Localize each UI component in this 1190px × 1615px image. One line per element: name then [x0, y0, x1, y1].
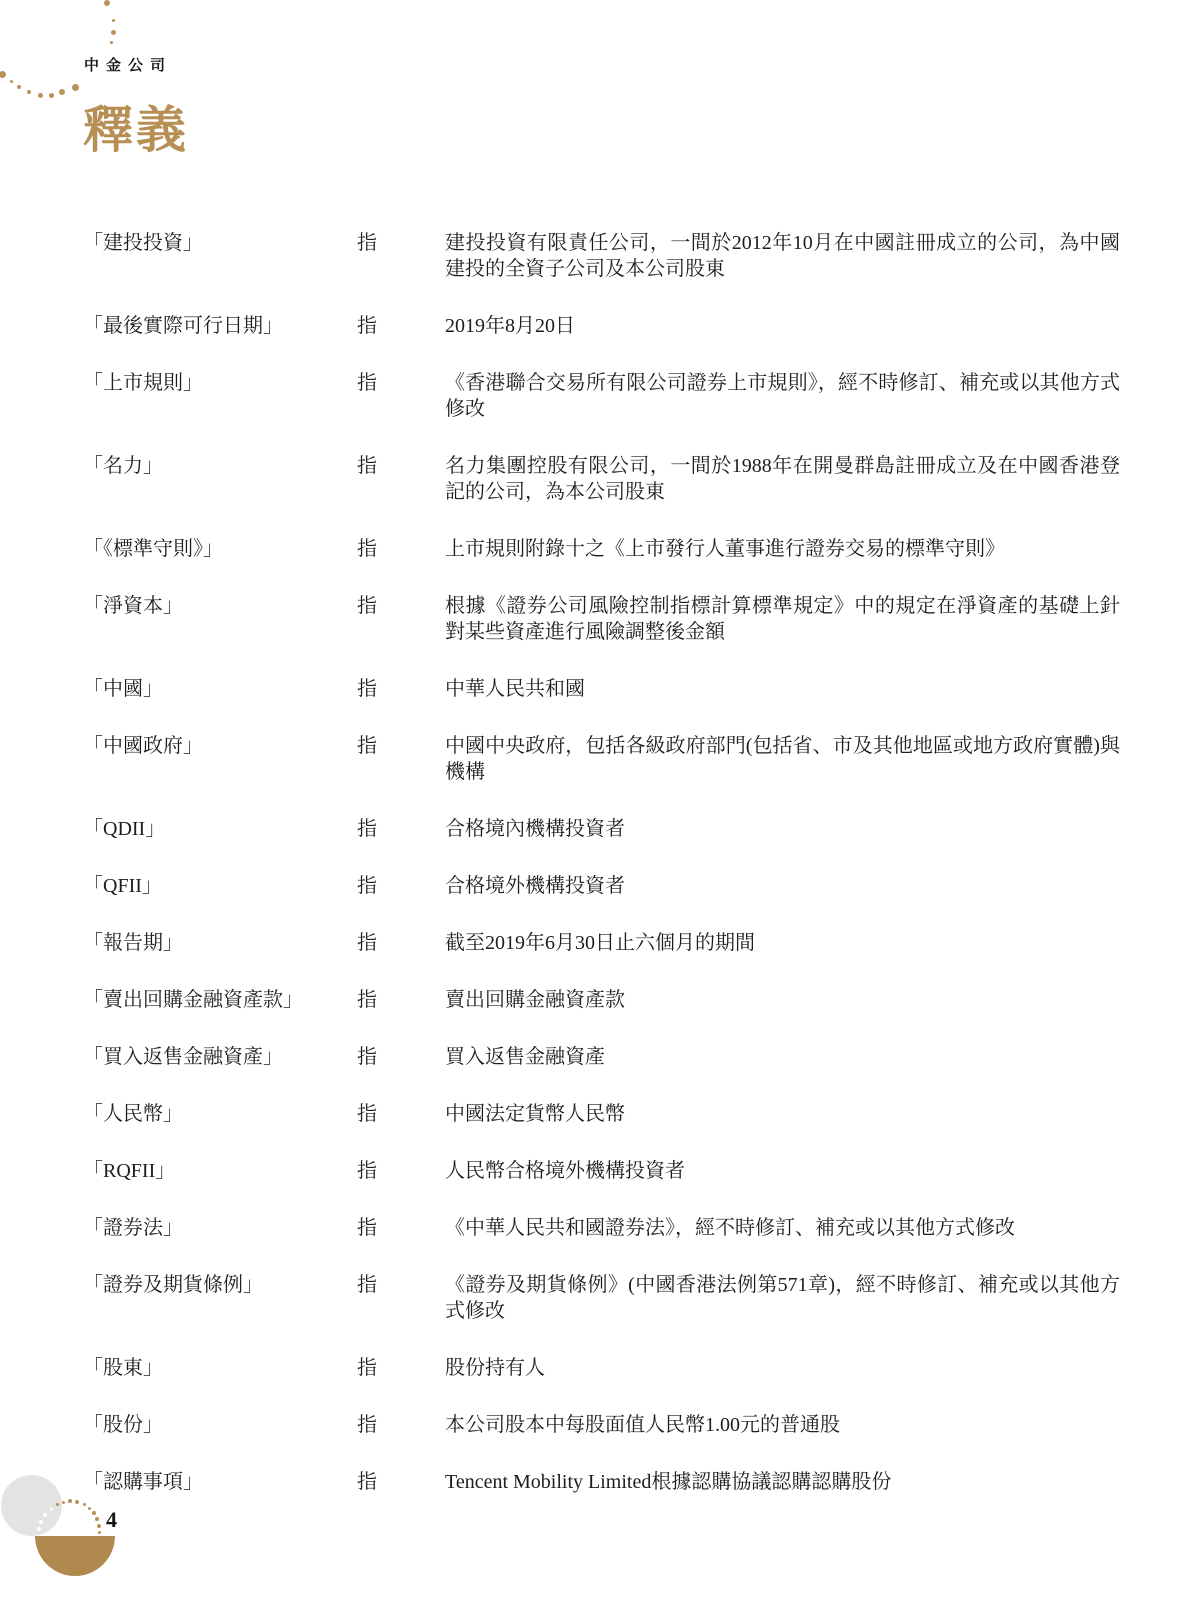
definition-indicator: 指: [357, 372, 377, 394]
definition-term: 「股東」: [83, 1357, 163, 1379]
definition-indicator: 指: [357, 1357, 377, 1379]
definition-text: 買入返售金融資產: [445, 1046, 605, 1068]
decorative-gray-circle: [1, 1475, 62, 1536]
definition-term: 「買入返售金融資產」: [83, 1046, 283, 1068]
decorative-dot: [83, 1503, 86, 1506]
definition-text: 截至2019年6月30日止六個月的期間: [445, 932, 755, 954]
definition-indicator: 指: [357, 232, 377, 254]
definition-term: 「中國政府」: [83, 735, 203, 757]
decorative-dot: [72, 84, 79, 91]
decorative-dot: [49, 93, 54, 98]
definition-text: 賣出回購金融資產款: [445, 989, 625, 1011]
page-title: 釋義: [83, 102, 189, 158]
definition-term: 「最後實際可行日期」: [83, 315, 283, 337]
definition-term: 「《標準守則》」: [83, 538, 223, 560]
decorative-dot: [38, 93, 43, 98]
definition-term: 「報告期」: [83, 932, 183, 954]
definition-text: 人民幣合格境外機構投資者: [445, 1160, 685, 1182]
definition-indicator: 指: [357, 1217, 377, 1239]
definition-term: 「證券法」: [83, 1217, 183, 1239]
decorative-dot: [110, 41, 113, 44]
definition-row: [83, 816, 1120, 842]
definition-row: [83, 930, 1120, 956]
definition-row: [83, 733, 1120, 785]
definition-term: 「人民幣」: [83, 1103, 183, 1125]
definition-row: [83, 313, 1120, 339]
definition-row: [83, 676, 1120, 702]
decorative-dot: [59, 89, 65, 95]
definition-term: 「股份」: [83, 1414, 163, 1436]
definition-row: [83, 593, 1120, 645]
definition-row: [83, 873, 1120, 899]
decorative-dot: [98, 1531, 101, 1534]
decorative-dot: [10, 80, 13, 83]
definition-term: 「認購事項」: [83, 1471, 203, 1493]
decorative-dot: [111, 30, 116, 35]
decorative-gold-semicircle: [35, 1536, 115, 1576]
definition-row: [83, 1215, 1120, 1241]
definition-row: [83, 230, 1120, 282]
definition-row: [83, 987, 1120, 1013]
decorative-dot: [68, 1499, 72, 1503]
definition-text: 上市規則附錄十之《上市發行人董事進行證券交易的標準守則》: [445, 538, 1005, 560]
definition-term: 「淨資本」: [83, 595, 183, 617]
definition-term: 「名力」: [83, 455, 163, 477]
definition-row: [83, 536, 1120, 562]
definition-text: 2019年8月20日: [445, 315, 575, 337]
definition-indicator: 指: [357, 678, 377, 700]
definitions-list: [83, 230, 1120, 1495]
definition-term: 「QFII」: [83, 875, 162, 897]
definition-indicator: 指: [357, 1414, 377, 1436]
definition-text: 中國法定貨幣人民幣: [445, 1103, 625, 1125]
company-logo: 中金公司: [84, 58, 173, 74]
decorative-dot: [92, 1511, 96, 1515]
decorative-dot: [17, 85, 21, 89]
definition-row: [83, 1272, 1120, 1324]
definition-row: [83, 1044, 1120, 1070]
definition-indicator: 指: [357, 735, 377, 757]
definition-text: Tencent Mobility Limited根據認購協議認購認購股份: [445, 1471, 892, 1493]
definition-indicator: 指: [357, 595, 377, 617]
decorative-dot: [95, 1517, 99, 1521]
definition-indicator: 指: [357, 989, 377, 1011]
definition-text: 根據《證券公司風險控制指標計算標準規定》中的規定在淨資產的基礎上針對某些資產進行風險調整後金額: [445, 595, 1120, 643]
decorative-dot: [0, 71, 6, 78]
decorative-dot: [112, 19, 115, 22]
definition-term: 「RQFII」: [83, 1160, 176, 1182]
definition-text: 名力集團控股有限公司，一間於1988年在開曼群島註冊成立及在中國香港登記的公司，為本公司股東: [445, 455, 1120, 503]
definition-row: [83, 1412, 1120, 1438]
definition-text: 《中華人民共和國證券法》，經不時修訂、補充或以其他方式修改: [445, 1217, 1015, 1239]
definition-indicator: 指: [357, 455, 377, 477]
page-number: 4: [106, 1507, 117, 1532]
definition-indicator: 指: [357, 1046, 377, 1068]
definition-indicator: 指: [357, 1471, 377, 1493]
definition-text: 中華人民共和國: [445, 678, 585, 700]
definition-indicator: 指: [357, 315, 377, 337]
definition-text: 股份持有人: [445, 1357, 545, 1379]
definition-text: 《香港聯合交易所有限公司證券上市規則》，經不時修訂、補充或以其他方式修改: [445, 372, 1120, 420]
definition-indicator: 指: [357, 538, 377, 560]
definition-text: 中國中央政府，包括各級政府部門(包括省、市及其他地區或地方政府實體)與機構: [445, 735, 1120, 783]
definition-row: [83, 453, 1120, 505]
definition-text: 合格境外機構投資者: [445, 875, 625, 897]
decorative-dot: [104, 0, 110, 6]
definition-term: 「中國」: [83, 678, 163, 700]
definition-indicator: 指: [357, 1274, 377, 1296]
definition-text: 《證券及期貨條例》(中國香港法例第571章)，經不時修訂、補充或以其他方式修改: [445, 1274, 1120, 1322]
definition-row: [83, 1469, 1120, 1495]
definition-indicator: 指: [357, 1160, 377, 1182]
definition-text: 建投投資有限責任公司，一間於2012年10月在中國註冊成立的公司，為中國建投的全資子公司及本公司股東: [445, 232, 1120, 280]
decorative-dot: [88, 1507, 91, 1510]
decorative-dot: [27, 90, 32, 95]
definition-text: 本公司股本中每股面值人民幣1.00元的普通股: [445, 1414, 840, 1436]
definition-row: [83, 370, 1120, 422]
definition-indicator: 指: [357, 1103, 377, 1125]
definition-term: 「建投投資」: [83, 232, 203, 254]
definition-term: 「QDII」: [83, 818, 166, 840]
definition-indicator: 指: [357, 875, 377, 897]
decorative-dot: [97, 1524, 101, 1528]
definition-indicator: 指: [357, 932, 377, 954]
definition-term: 「上市規則」: [83, 372, 203, 394]
definition-row: [83, 1158, 1120, 1184]
definition-row: [83, 1355, 1120, 1381]
definition-term: 「證券及期貨條例」: [83, 1274, 263, 1296]
definition-indicator: 指: [357, 818, 377, 840]
definition-text: 合格境內機構投資者: [445, 818, 625, 840]
definition-row: [83, 1101, 1120, 1127]
decorative-dot: [75, 1500, 79, 1504]
definition-term: 「賣出回購金融資產款」: [83, 989, 303, 1011]
